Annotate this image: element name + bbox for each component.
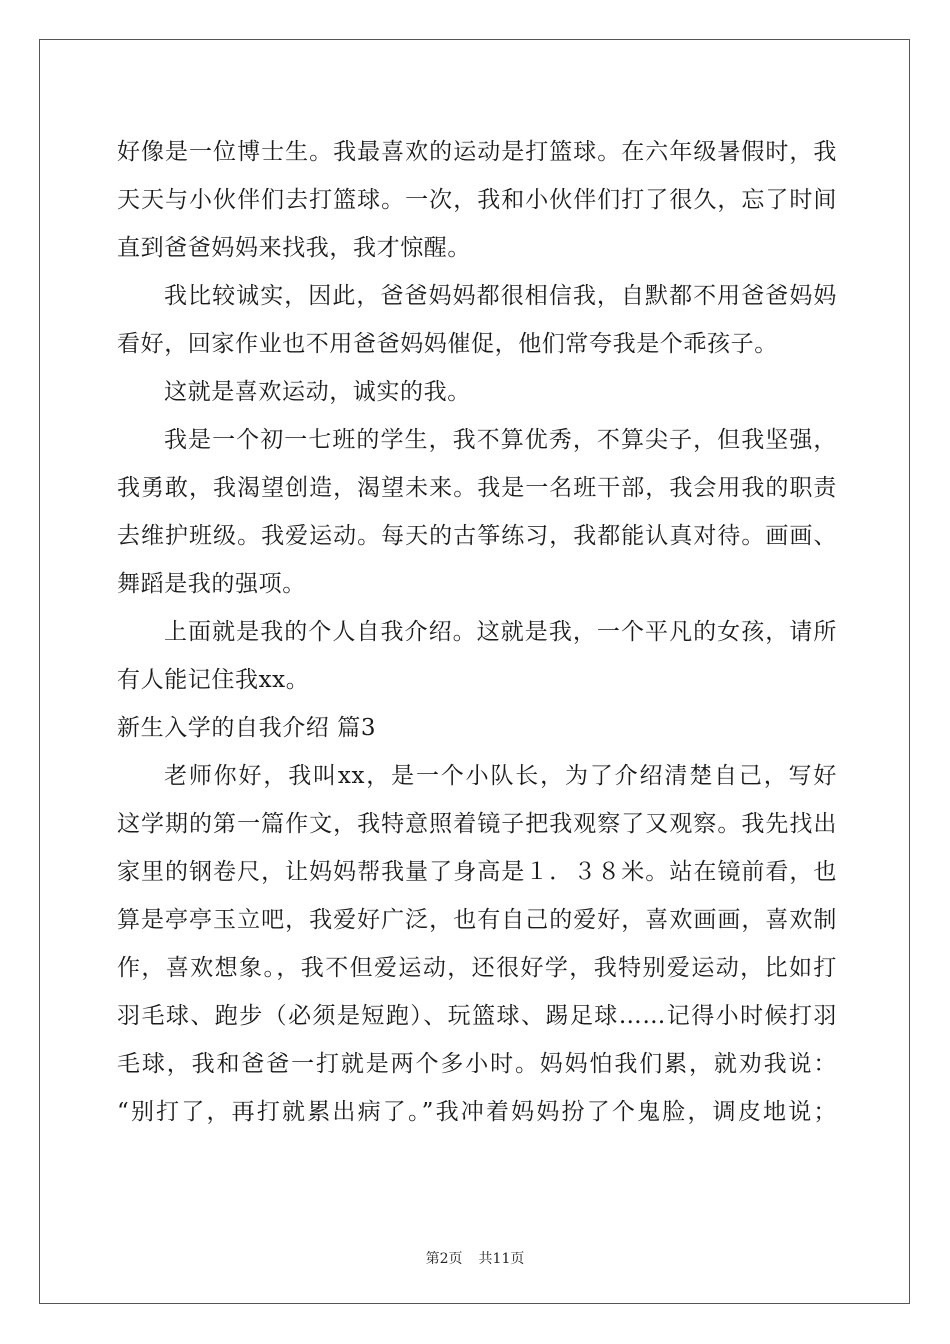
text-line: 看好，回家作业也不用爸爸妈妈催促，他们常夸我是个乖孩子。 (117, 331, 778, 357)
text-line: 我比较诚实，因此，爸爸妈妈都很相信我，自默都不用爸爸妈妈 (164, 283, 837, 309)
text-line: 有人能记住我xx。 (117, 667, 310, 693)
page-total: 共11页 (478, 1251, 525, 1267)
text-line: 毛球，我和爸爸一打就是两个多小时。妈妈怕我们累，就劝我说： (117, 1051, 837, 1077)
text-line: 好像是一位博士生。我最喜欢的运动是打篮球。在六年级暑假时，我 (117, 139, 837, 165)
page-footer (0, 1248, 950, 1268)
text-line: 羽毛球、跑步（必须是短跑）、玩篮球、踢足球……记得小时候打羽 (117, 1003, 837, 1029)
text-line: 这就是喜欢运动，诚实的我。 (164, 379, 471, 405)
text-line: 家里的钢卷尺，让妈妈帮我量了身高是１．３８米。站在镜前看，也 (117, 859, 837, 885)
text-line: 作，喜欢想象。，我不但爱运动，还很好学，我特别爱运动，比如打 (117, 955, 837, 981)
text-line: 算是亭亭玉立吧，我爱好广泛，也有自己的爱好，喜欢画画，喜欢制 (117, 907, 837, 933)
text-line: 天天与小伙伴们去打篮球。一次，我和小伙伴们打了很久，忘了时间 (117, 187, 837, 213)
text-line: 这学期的第一篇作文，我特意照着镜子把我观察了又观察。我先找出 (117, 811, 837, 837)
text-line: 去维护班级。我爱运动。每天的古筝练习，我都能认真对待。画画、 (117, 523, 837, 549)
text-line: 直到爸爸妈妈来找我，我才惊醒。 (117, 235, 471, 261)
text-line: 老师你好，我叫xx，是一个小队长，为了介绍清楚自己，写好 (164, 763, 837, 789)
document-body (117, 128, 837, 1136)
text-line: 我是一个初一七班的学生，我不算优秀，不算尖子，但我坚强， (164, 427, 837, 453)
text-line: “别打了，再打就累出病了。”我冲着妈妈扮了个鬼脸，调皮地说； (117, 1099, 837, 1125)
section-heading: 新生入学的自我介绍 篇3 (117, 715, 377, 741)
text-line: 舞蹈是我的强项。 (117, 571, 306, 597)
text-line: 我勇敢，我渴望创造，渴望未来。我是一名班干部，我会用我的职责 (117, 475, 837, 501)
text-line: 上面就是我的个人自我介绍。这就是我，一个平凡的女孩，请所 (164, 619, 837, 645)
page-number: 第2页 (425, 1251, 463, 1267)
